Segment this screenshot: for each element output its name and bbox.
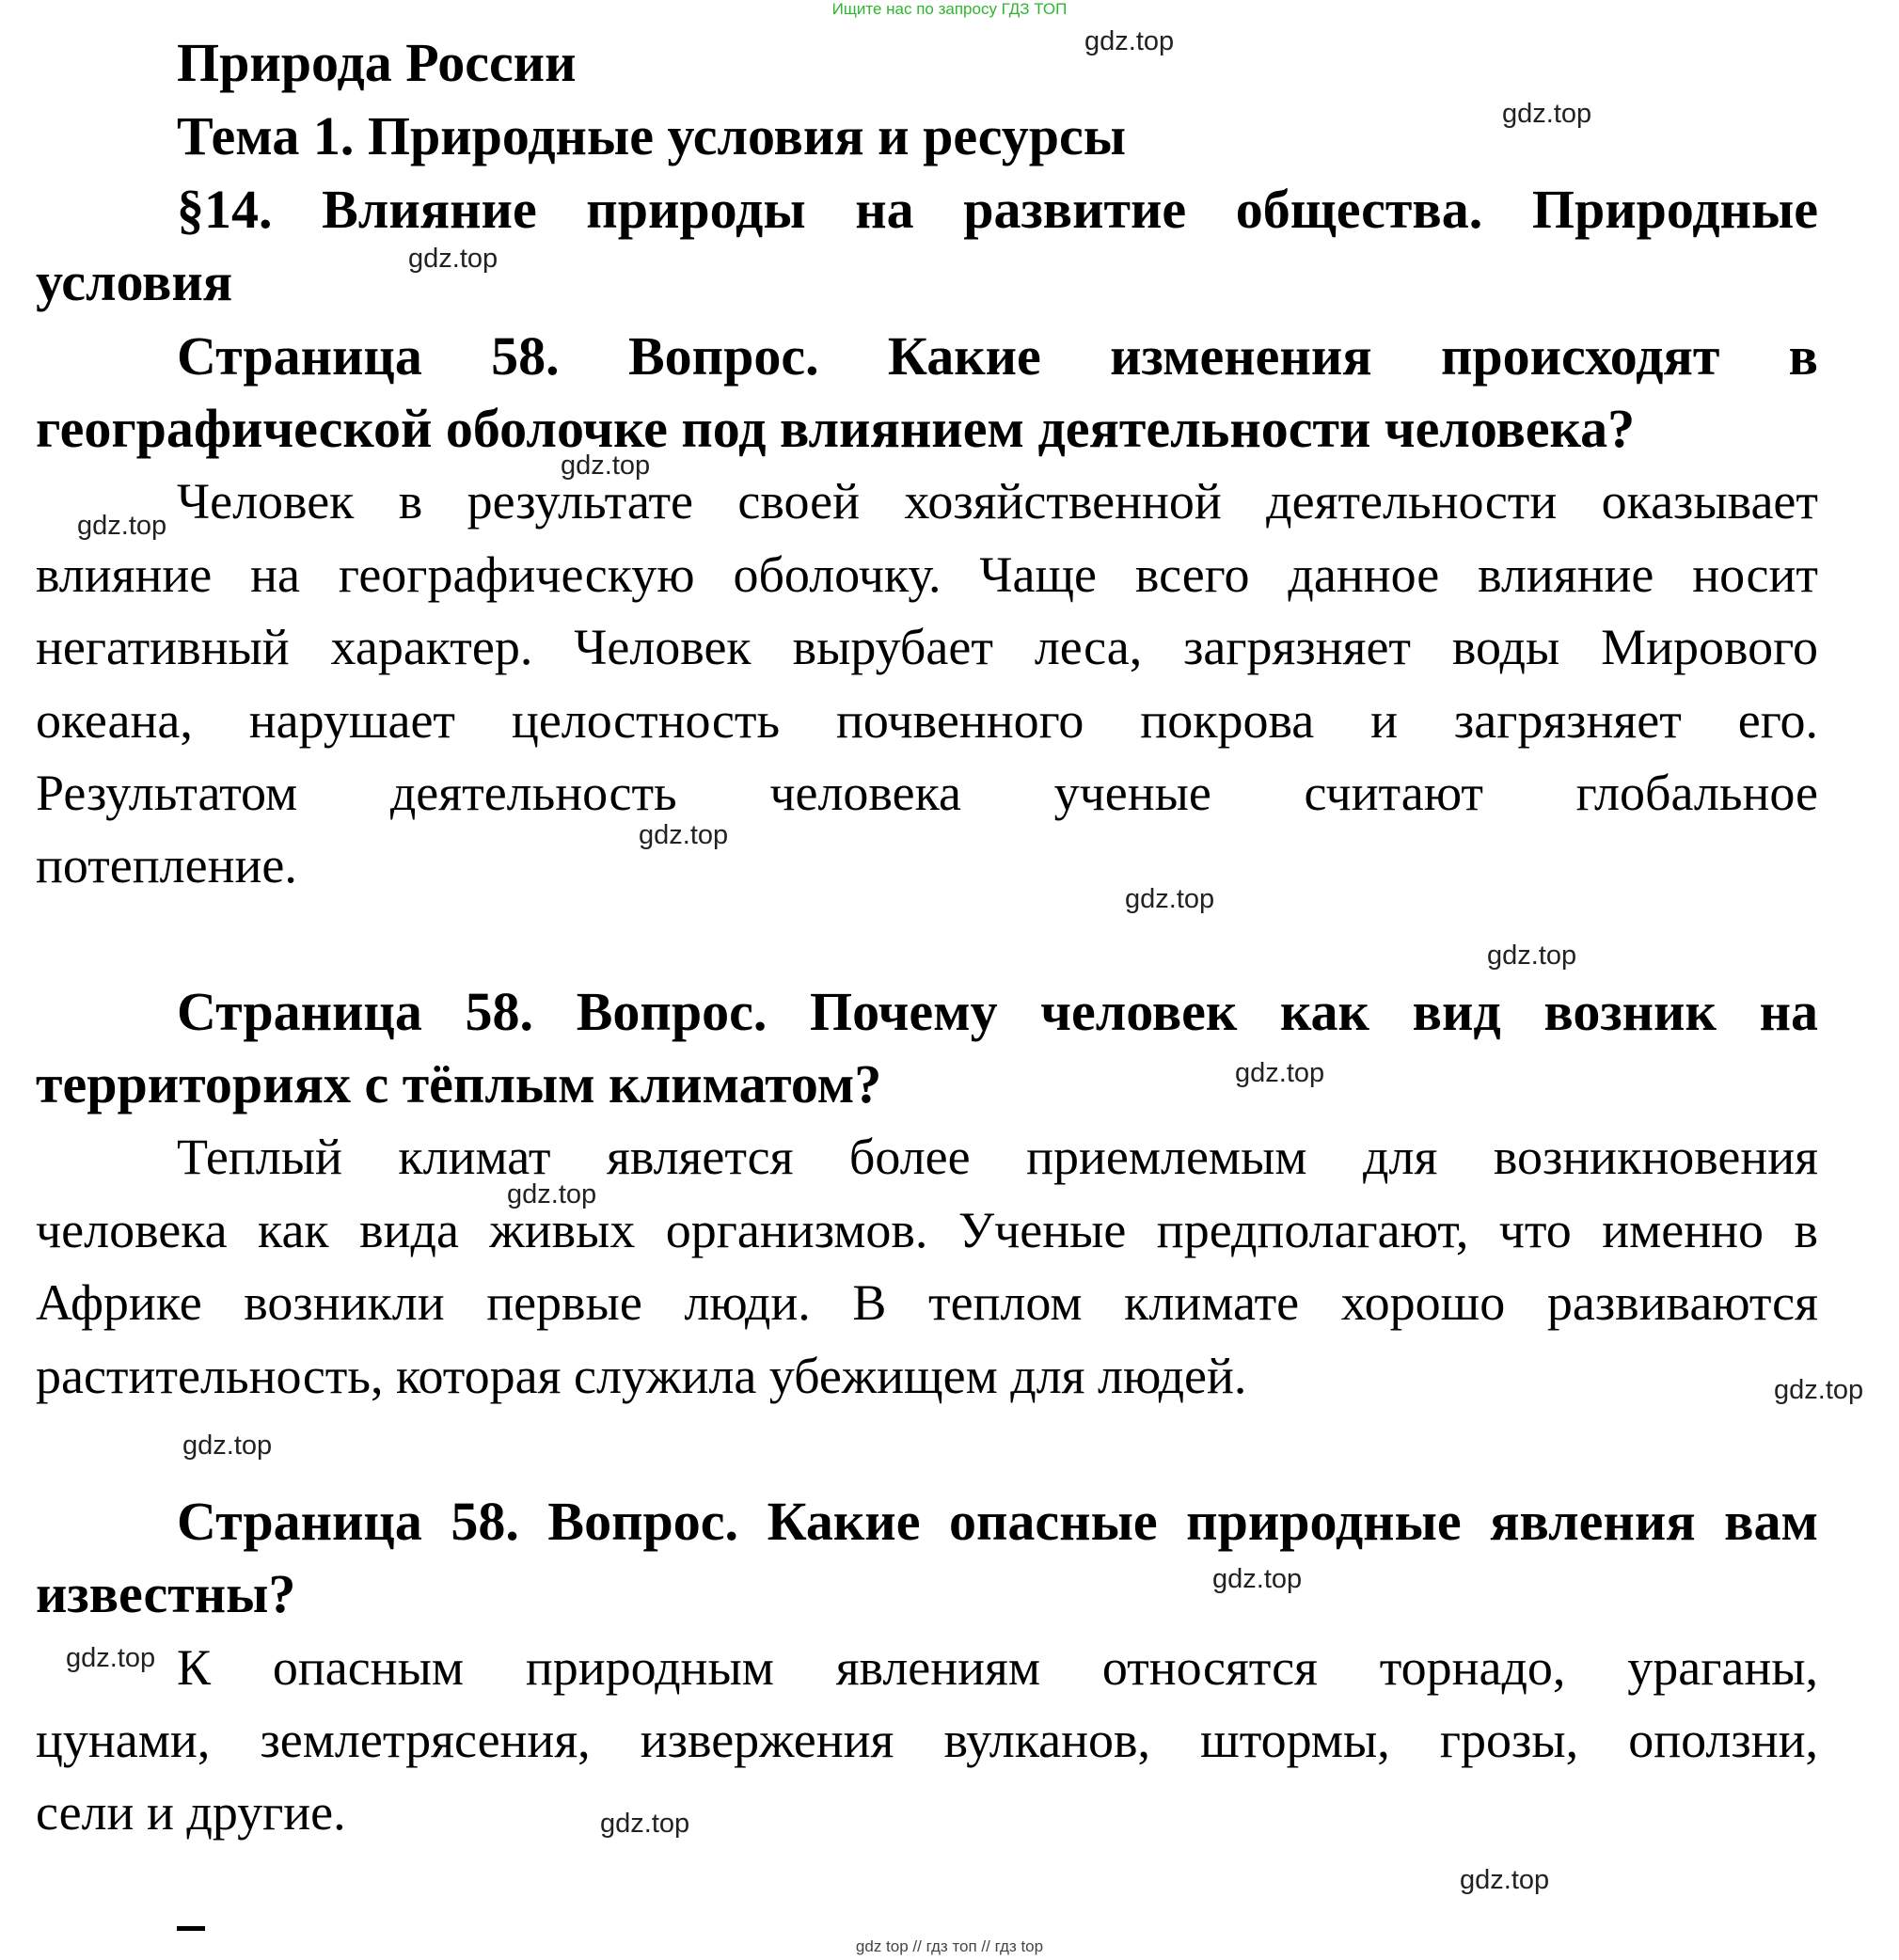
answer-2-line-3: Африке возникли первые люди. В теплом климате хорошо развиваются — [36, 1274, 1818, 1331]
watermark: gdz.top — [182, 1430, 273, 1461]
answer-1-line-1: Человек в результате своей хозяйственной деятельности оказывает — [177, 473, 1818, 530]
question-3-line-1: Страница 58. Вопрос. Какие опасные природные явления вам — [177, 1491, 1818, 1552]
question-2-line-1: Страница 58. Вопрос. Почему человек как вид возник на — [177, 981, 1818, 1042]
search-banner: Ищите нас по запросу ГДЗ ТОП — [831, 0, 1068, 18]
topic-title: Тема 1. Природные условия и ресурсы — [177, 105, 1127, 166]
answer-3-line-3: сели и другие. — [36, 1784, 346, 1841]
cut-off-text-remnant — [177, 1926, 205, 1931]
answer-1-line-5: Результатом деятельность человека ученые считают глобальное — [36, 765, 1818, 821]
watermark: gdz.top — [561, 450, 651, 481]
watermark: gdz.top — [507, 1179, 597, 1209]
watermark: gdz.top — [1774, 1375, 1864, 1405]
book-title: Природа России — [177, 32, 577, 93]
answer-2-line-4: растительность, которая служила убежищем для людей. — [36, 1348, 1247, 1404]
watermark: gdz.top — [1487, 940, 1577, 971]
question-3-line-2: известны? — [36, 1563, 296, 1624]
watermark: gdz.top — [600, 1809, 690, 1839]
watermark: gdz.top — [1235, 1058, 1325, 1088]
question-1-line-2: географической оболочке под влиянием деятельности человека? — [36, 398, 1636, 459]
watermark: gdz.top — [1125, 884, 1215, 914]
answer-2-line-2: человека как вида живых организмов. Ученые предполагают, что именно в — [36, 1202, 1818, 1258]
answer-2-line-1: Теплый климат является более приемлемым для возникновения — [177, 1129, 1818, 1185]
section-title-line-1: §14. Влияние природы на развитие общества. Природные — [177, 179, 1818, 240]
question-2-line-2: территориях с тёплым климатом? — [36, 1053, 882, 1114]
answer-1-line-2: влияние на географическую оболочку. Чаще всего данное влияние носит — [36, 546, 1818, 603]
watermark: gdz.top — [639, 820, 729, 850]
footer-watermark: gdz top // гдз топ // гдз top — [855, 1937, 1044, 1955]
answer-1-line-3: негативный характер. Человек вырубает леса, загрязняет воды Мирового — [36, 619, 1818, 675]
watermark: gdz.top — [1502, 99, 1592, 129]
watermark: gdz.top — [1084, 26, 1175, 56]
answer-3-line-2: цунами, землетрясения, извержения вулканов, штормы, грозы, оползни, — [36, 1712, 1818, 1768]
watermark: gdz.top — [1460, 1865, 1550, 1895]
question-1-line-1: Страница 58. Вопрос. Какие изменения происходят в — [177, 325, 1818, 387]
watermark: gdz.top — [77, 511, 167, 541]
watermark: gdz.top — [408, 244, 498, 274]
section-title-line-2: условия — [36, 251, 233, 312]
answer-3-line-1: К опасным природным явлениям относятся торнадо, ураганы, — [177, 1639, 1818, 1696]
watermark: gdz.top — [1212, 1564, 1303, 1594]
answer-1-line-6: потепление. — [36, 837, 297, 893]
watermark: gdz.top — [66, 1643, 156, 1673]
answer-1-line-4: океана, нарушает целостность почвенного покрова и загрязняет его. — [36, 692, 1818, 749]
